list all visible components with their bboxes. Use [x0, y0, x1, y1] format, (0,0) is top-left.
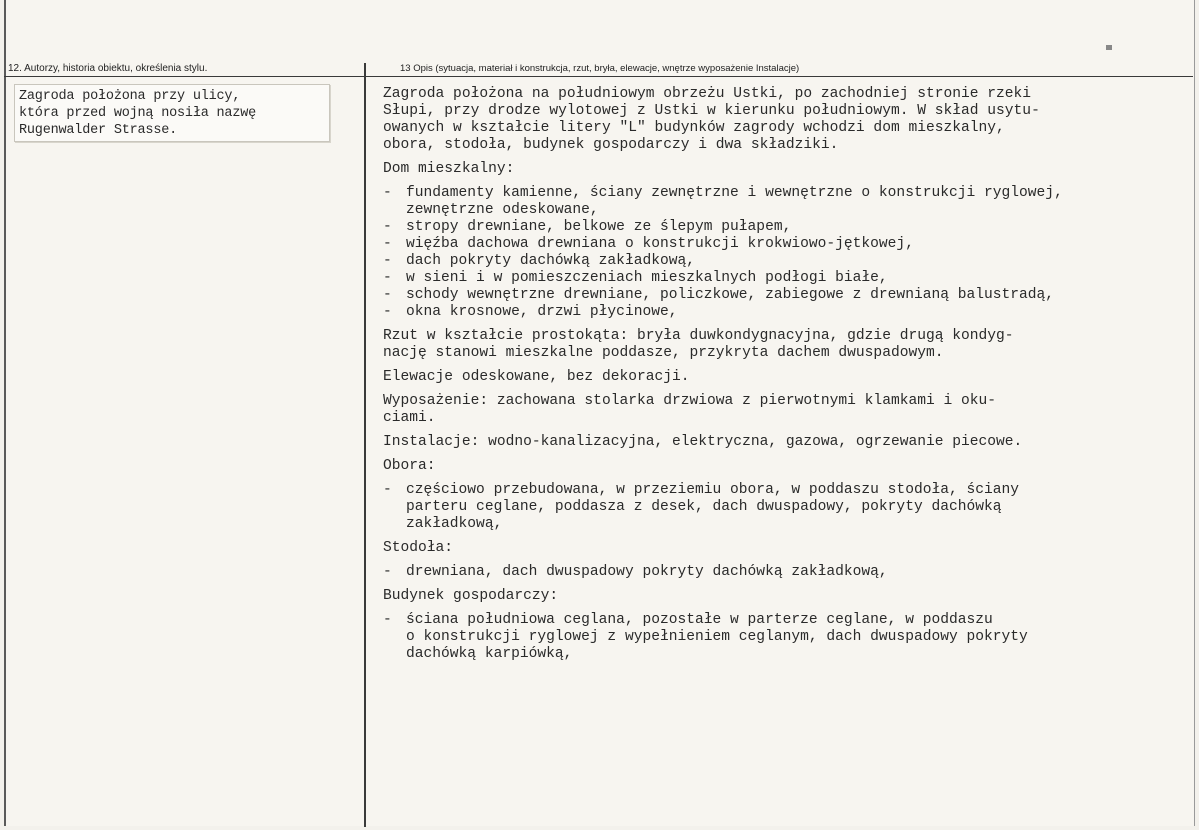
intro-line: obora, stodoła, budynek gospodarczy i dwa składziki.: [383, 137, 839, 153]
pasted-note-line: która przed wojną nosiła nazwę: [19, 106, 257, 121]
list-item: - schody wewnętrzne drewniane, policzkowe, zabiegowe z drewnianą balustradą,: [383, 287, 1055, 303]
list-item: - fundamenty kamienne, ściany zewnętrzne i wewnętrzne o konstrukcji ryglowej, zewnętrzne odeskowane,: [383, 185, 1063, 218]
section-13-header: 13 Opis (sytuacja, materiał i konstrukcja, rzut, bryła, elewacje, wnętrze wyposażenie Instalacje): [400, 63, 800, 74]
wyposazenie-line: Wyposażenie: zachowana stolarka drzwiowa z pierwotnymi klamkami i oku-: [383, 393, 997, 409]
dom-heading: Dom mieszkalny:: [383, 161, 515, 177]
intro-line: Słupi, przy drodze wylotowej z Ustki w kierunku południowym. W skład usytu-: [383, 103, 1040, 119]
card-punch-mark: [1106, 45, 1112, 50]
list-item: - częściowo przebudowana, w przeziemiu obora, w poddaszu stodoła, ściany parteru ceglane, poddasza z desek, dach dwuspadowy, pokryty dachówką zakładkową,: [383, 482, 1020, 532]
budynek-heading: Budynek gospodarczy:: [383, 588, 559, 604]
pasted-note-line: Rugenwalder Strasse.: [19, 123, 178, 138]
list-item: - ściana południowa ceglana, pozostałe w parterze ceglane, w poddaszu o konstrukcji ryglowej z wypełnieniem ceglanym, dach dwuspadowy pokryty dachówką karpiówką,: [383, 612, 1028, 662]
rzut-line: Rzut w kształcie prostokąta: bryła duwkondygnacyjna, gdzie drugą kondyg-: [383, 328, 1014, 344]
elewacje-line: Elewacje odeskowane, bez dekoracji.: [383, 369, 690, 385]
header-divider: [4, 76, 1193, 77]
list-item: - w sieni i w pomieszczeniach mieszkalnych podłogi białe,: [383, 270, 888, 286]
column-divider: [364, 63, 366, 827]
list-item: - dach pokryty dachówką zakładkową,: [383, 253, 696, 269]
list-item: - stropy drewniane, belkowe ze ślepym pułapem,: [383, 219, 792, 235]
wyposazenie-line: ciami.: [383, 410, 436, 426]
description-text: [383, 86, 1183, 663]
rzut-line: nację stanowi mieszkalne poddasze, przykryta dachem dwuspadowym.: [383, 345, 944, 361]
section-12-header: 12. Autorzy, historia obiektu, określenia stylu.: [8, 63, 208, 74]
stodola-heading: Stodoła:: [383, 540, 454, 556]
list-item: - okna krosnowe, drzwi płycinowe,: [383, 304, 678, 320]
list-item: - drewniana, dach dwuspadowy pokryty dachówką zakładkową,: [383, 564, 888, 580]
pasted-note-line: Zagroda położona przy ulicy,: [19, 89, 241, 104]
list-item: - więźba dachowa drewniana o konstrukcji krokwiowo-jętkowej,: [383, 236, 914, 252]
intro-line: owanych w kształcie litery "L" budynków zagrody wchodzi dom mieszkalny,: [383, 120, 1005, 136]
pasted-note: [14, 84, 330, 142]
instalacje-line: Instalacje: wodno-kanalizacyjna, elektryczna, gazowa, ogrzewanie piecowe.: [383, 434, 1023, 450]
intro-line: Zagroda położona na południowym obrzeżu Ustki, po zachodniej stronie rzeki: [383, 86, 1032, 102]
obora-heading: Obora:: [383, 458, 436, 474]
